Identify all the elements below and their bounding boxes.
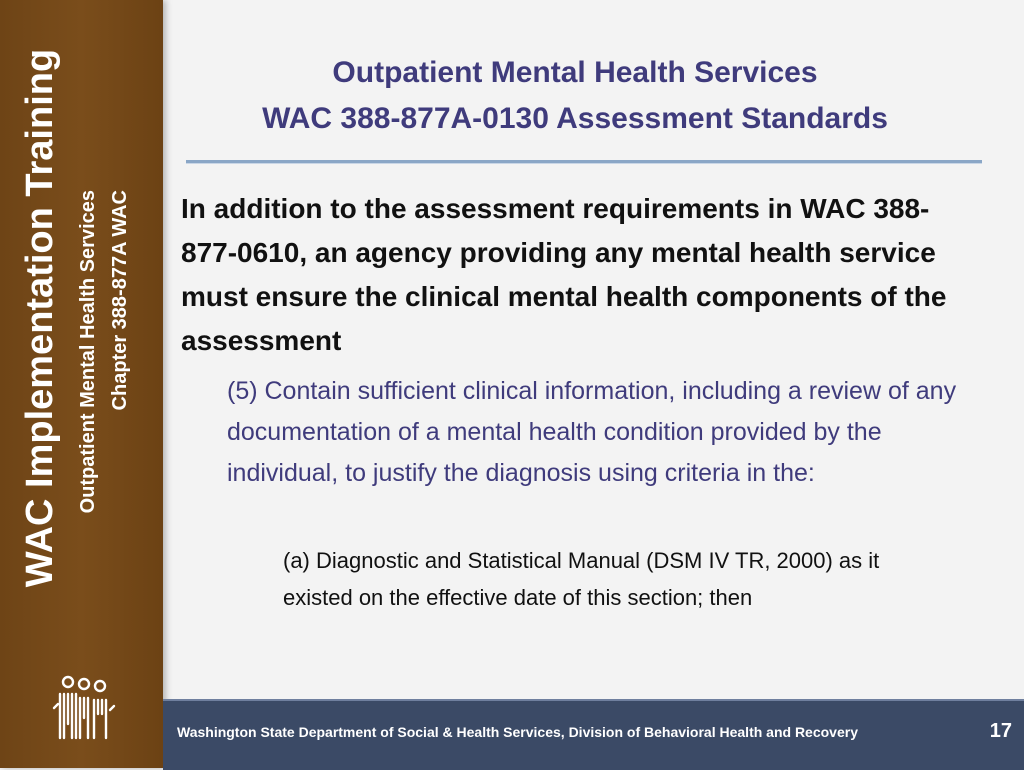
people-family-icon	[50, 674, 116, 742]
footer-organization: Washington State Department of Social & Health Services, Division of Behavioral Health and Recovery	[177, 724, 858, 740]
slide-title-line1: Outpatient Mental Health Services	[332, 56, 818, 89]
sidebar-title: WAC Implementation Training	[19, 48, 61, 588]
slide-title	[170, 50, 980, 142]
footer-bar	[163, 699, 1024, 770]
item-5-text: (5) Contain sufficient clinical information, including a review of any documentation of a mental health condition provided by the individual, to justify the diagnosis using criteria in the:	[227, 377, 957, 487]
intro-paragraph: In addition to the assessment requirements in WAC 388-877-0610, an agency providing any mental health service must ensure the clinical mental health components of the assessment	[181, 193, 947, 356]
sidebar-subtitle-program: Outpatient Mental Health Services	[77, 190, 99, 514]
item-5a-text: (a) Diagnostic and Statistical Manual (DSM IV TR, 2000) as it existed on the effective date of this section; then	[283, 548, 880, 610]
page-number: 17	[989, 720, 1012, 742]
sidebar-text-block	[7, 18, 157, 618]
slide-title-line2: WAC 388-877A-0130 Assessment Standards	[262, 102, 888, 135]
title-divider	[186, 160, 982, 163]
sidebar	[0, 0, 163, 768]
sidebar-subtitle-chapter: Chapter 388-877A WAC	[109, 190, 131, 411]
